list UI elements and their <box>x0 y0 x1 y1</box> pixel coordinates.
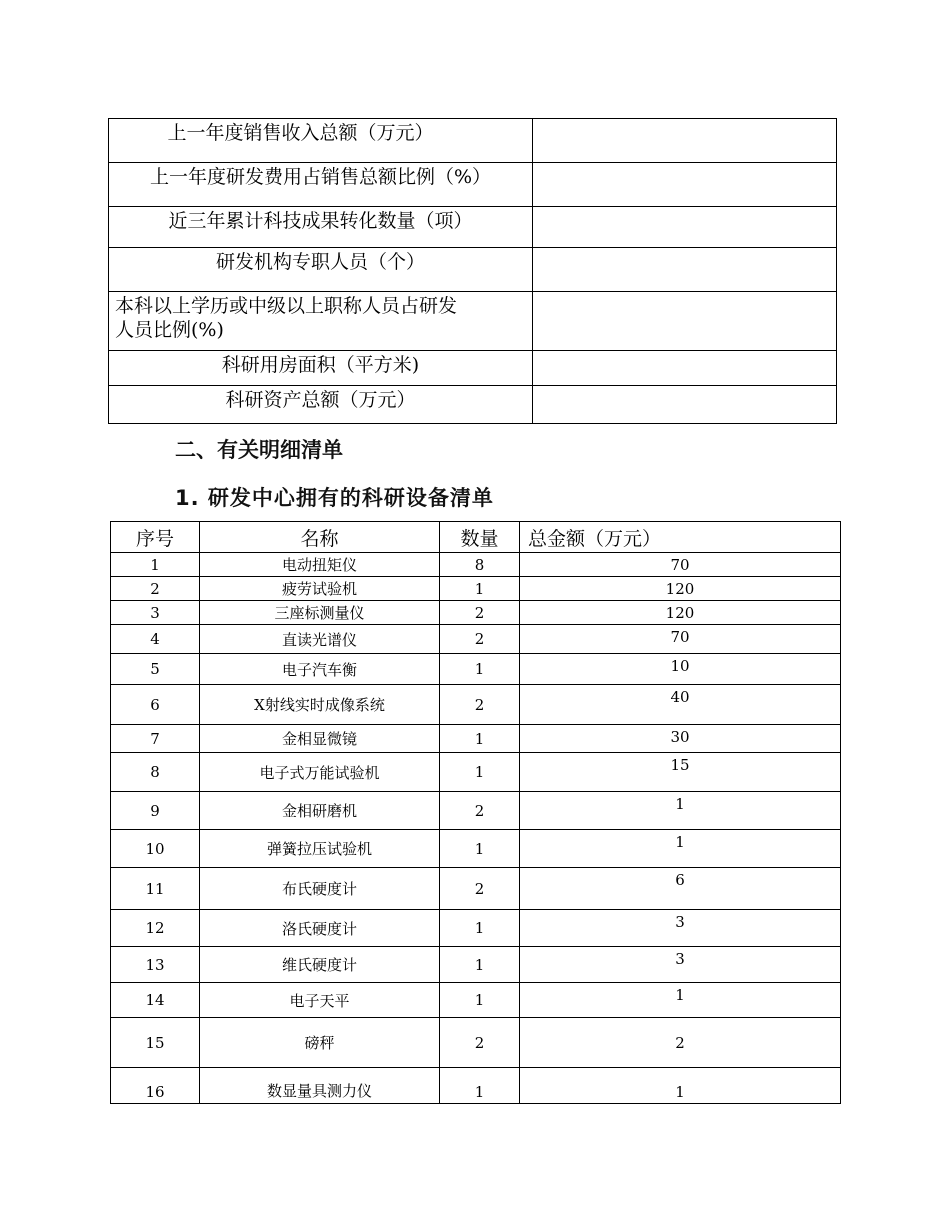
summary-row <box>109 351 837 386</box>
row-no: 14 <box>111 983 200 1018</box>
summary-label: 近三年累计科技成果转化数量（项） <box>109 207 533 248</box>
row-qty: 1 <box>440 577 520 601</box>
row-qty: 1 <box>440 725 520 753</box>
row-qty: 1 <box>440 753 520 792</box>
summary-label: 上一年度销售收入总额（万元） <box>109 119 533 163</box>
row-amount: 1 <box>520 1068 841 1104</box>
row-name: 布氏硬度计 <box>200 868 440 910</box>
row-name: 直读光谱仪 <box>200 625 440 654</box>
row-no: 4 <box>111 625 200 654</box>
row-no: 6 <box>111 685 200 725</box>
row-qty: 1 <box>440 947 520 983</box>
row-qty: 2 <box>440 685 520 725</box>
row-no: 10 <box>111 830 200 868</box>
summary-label <box>109 292 533 351</box>
row-name: 数显量具测力仪 <box>200 1068 440 1104</box>
row-name: 三座标测量仪 <box>200 601 440 625</box>
row-qty: 1 <box>440 910 520 947</box>
table-row <box>111 1068 841 1104</box>
row-qty: 2 <box>440 601 520 625</box>
row-name: 弹簧拉压试验机 <box>200 830 440 868</box>
table-row <box>111 685 841 725</box>
table-row <box>111 910 841 947</box>
row-name: 洛氏硬度计 <box>200 910 440 947</box>
row-name: 磅秤 <box>200 1018 440 1068</box>
table-row <box>111 947 841 983</box>
table-row <box>111 792 841 830</box>
table-row <box>111 553 841 577</box>
summary-label: 研发机构专职人员（个） <box>109 248 533 292</box>
row-amount: 2 <box>520 1018 841 1068</box>
table-row <box>111 868 841 910</box>
summary-value[interactable] <box>533 163 837 207</box>
row-amount: 40 <box>520 685 841 725</box>
summary-value[interactable] <box>533 207 837 248</box>
summary-row <box>109 119 837 163</box>
row-no: 7 <box>111 725 200 753</box>
row-qty: 1 <box>440 830 520 868</box>
row-no: 3 <box>111 601 200 625</box>
summary-label: 上一年度研发费用占销售总额比例（%） <box>109 163 533 207</box>
row-qty: 2 <box>440 792 520 830</box>
table-row <box>111 577 841 601</box>
summary-row <box>109 248 837 292</box>
row-no: 2 <box>111 577 200 601</box>
summary-label-line: 本科以上学历或中级以上职称人员占研发 <box>115 295 458 317</box>
summary-row <box>109 163 837 207</box>
table-row <box>111 753 841 792</box>
header-cell: 数量 <box>440 522 520 553</box>
row-qty: 2 <box>440 1018 520 1068</box>
row-qty: 2 <box>440 625 520 654</box>
summary-row <box>109 386 837 424</box>
row-no: 8 <box>111 753 200 792</box>
summary-row <box>109 292 837 351</box>
row-amount: 10 <box>520 654 841 685</box>
row-name: 金相研磨机 <box>200 792 440 830</box>
table-row <box>111 830 841 868</box>
row-amount: 70 <box>520 625 841 654</box>
row-name: 维氏硬度计 <box>200 947 440 983</box>
summary-value[interactable] <box>533 248 837 292</box>
row-no: 1 <box>111 553 200 577</box>
summary-value[interactable] <box>533 351 837 386</box>
row-no: 9 <box>111 792 200 830</box>
table-row <box>111 1018 841 1068</box>
row-no: 11 <box>111 868 200 910</box>
row-amount: 1 <box>520 792 841 830</box>
equipment-list-title: 1. 研发中心拥有的科研设备清单 <box>175 486 494 510</box>
row-no: 13 <box>111 947 200 983</box>
row-no: 15 <box>111 1018 200 1068</box>
row-name: 电子式万能试验机 <box>200 753 440 792</box>
row-qty: 1 <box>440 654 520 685</box>
row-amount: 3 <box>520 947 841 983</box>
row-amount: 30 <box>520 725 841 753</box>
table-row <box>111 983 841 1018</box>
table-row <box>111 601 841 625</box>
equipment-table <box>110 521 841 1104</box>
header-cell: 名称 <box>200 522 440 553</box>
row-amount: 15 <box>520 753 841 792</box>
row-qty: 8 <box>440 553 520 577</box>
row-amount: 3 <box>520 910 841 947</box>
row-amount: 120 <box>520 601 841 625</box>
header-cell: 总金额（万元） <box>520 522 841 553</box>
row-name: 金相显微镜 <box>200 725 440 753</box>
summary-label-line: 人员比例(%) <box>115 319 224 341</box>
header-cell: 序号 <box>111 522 200 553</box>
summary-label: 科研用房面积（平方米) <box>109 351 533 386</box>
row-amount: 6 <box>520 868 841 910</box>
row-no: 12 <box>111 910 200 947</box>
row-no: 16 <box>111 1068 200 1104</box>
row-name: 疲劳试验机 <box>200 577 440 601</box>
row-amount: 70 <box>520 553 841 577</box>
row-qty: 1 <box>440 983 520 1018</box>
row-amount: 120 <box>520 577 841 601</box>
table-row <box>111 725 841 753</box>
row-amount: 1 <box>520 830 841 868</box>
summary-row <box>109 207 837 248</box>
row-qty: 1 <box>440 1068 520 1104</box>
summary-label: 科研资产总额（万元） <box>109 386 533 424</box>
equipment-header-row <box>111 522 841 553</box>
table-row <box>111 654 841 685</box>
row-name: 电子汽车衡 <box>200 654 440 685</box>
row-no: 5 <box>111 654 200 685</box>
row-name: X射线实时成像系统 <box>200 685 440 725</box>
row-name: 电子天平 <box>200 983 440 1018</box>
summary-value[interactable] <box>533 292 837 351</box>
table-row <box>111 625 841 654</box>
summary-table <box>108 118 837 424</box>
summary-value[interactable] <box>533 119 837 163</box>
row-name: 电动扭矩仪 <box>200 553 440 577</box>
row-qty: 2 <box>440 868 520 910</box>
summary-value[interactable] <box>533 386 837 424</box>
row-amount: 1 <box>520 983 841 1018</box>
section-heading: 二、有关明细清单 <box>175 438 343 462</box>
